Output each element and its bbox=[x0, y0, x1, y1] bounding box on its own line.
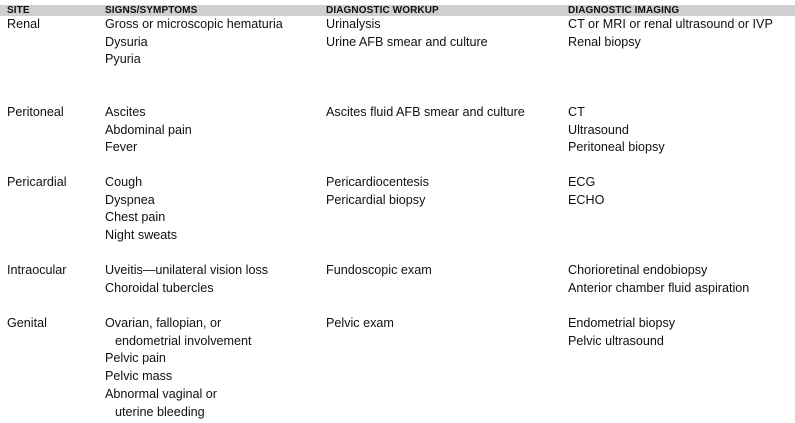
sign-item: Ascites bbox=[105, 105, 146, 119]
imaging-cell bbox=[568, 16, 773, 51]
workup-item: Pelvic exam bbox=[326, 316, 394, 330]
workup-cell bbox=[326, 104, 525, 122]
header-diagnostic-imaging: DIAGNOSTIC IMAGING bbox=[568, 5, 680, 16]
imaging-item: Chorioretinal endobiopsy bbox=[568, 263, 708, 277]
workup-item: Pericardial biopsy bbox=[326, 192, 426, 207]
sign-item: Dysuria bbox=[105, 34, 148, 49]
workup-cell bbox=[326, 315, 394, 333]
site-label: Renal bbox=[7, 17, 40, 31]
imaging-item: ECG bbox=[568, 175, 596, 189]
workup-item: Urine AFB smear and culture bbox=[326, 34, 488, 49]
imaging-cell bbox=[568, 315, 675, 350]
workup-item: Urinalysis bbox=[326, 17, 381, 31]
sign-item: Choroidal tubercles bbox=[105, 280, 214, 295]
sign-item: Ovarian, fallopian, or bbox=[105, 316, 222, 330]
header-site: SITE bbox=[7, 5, 30, 16]
header-signs-symptoms: SIGNS/SYMPTOMS bbox=[105, 5, 198, 16]
imaging-cell bbox=[568, 262, 749, 297]
workup-item: Fundoscopic exam bbox=[326, 263, 432, 277]
site-label: Peritoneal bbox=[7, 105, 64, 119]
imaging-item: Pelvic ultrasound bbox=[568, 333, 664, 348]
imaging-item: CT or MRI or renal ultrasound or IVP bbox=[568, 17, 773, 31]
imaging-cell bbox=[568, 174, 604, 209]
site-label: Intraocular bbox=[7, 263, 67, 277]
site-cell bbox=[7, 262, 67, 280]
workup-item: Ascites fluid AFB smear and culture bbox=[326, 105, 525, 119]
imaging-item: Renal biopsy bbox=[568, 34, 641, 49]
sign-item: Fever bbox=[105, 140, 138, 155]
imaging-item: Anterior chamber fluid aspiration bbox=[568, 280, 750, 295]
workup-cell bbox=[326, 16, 488, 51]
workup-cell bbox=[326, 174, 429, 209]
sign-item: Cough bbox=[105, 175, 143, 189]
header-diagnostic-workup: DIAGNOSTIC WORKUP bbox=[326, 5, 439, 16]
site-cell bbox=[7, 16, 40, 34]
sign-item-continued: endometrial involvement bbox=[115, 333, 252, 348]
site-cell bbox=[7, 315, 47, 333]
sign-item: Dyspnea bbox=[105, 192, 155, 207]
site-label: Pericardial bbox=[7, 175, 67, 189]
sign-item: Abnormal vaginal or bbox=[105, 386, 218, 401]
sign-item: Chest pain bbox=[105, 210, 166, 225]
sign-item: Abdominal pain bbox=[105, 122, 192, 137]
imaging-item: Endometrial biopsy bbox=[568, 316, 676, 330]
sign-item: Pelvic mass bbox=[105, 369, 173, 384]
signs-cell bbox=[105, 174, 177, 245]
signs-cell bbox=[105, 262, 268, 297]
imaging-cell bbox=[568, 104, 665, 157]
sign-item-continued: uterine bleeding bbox=[115, 404, 205, 419]
sign-item: Gross or microscopic hematuria bbox=[105, 17, 283, 31]
imaging-item: CT bbox=[568, 105, 585, 119]
workup-cell bbox=[326, 262, 432, 280]
sign-item: Pyuria bbox=[105, 52, 141, 67]
signs-cell bbox=[105, 315, 252, 421]
sign-item: Night sweats bbox=[105, 228, 178, 243]
sign-item: Uveitis—unilateral vision loss bbox=[105, 263, 269, 277]
site-label: Genital bbox=[7, 316, 47, 330]
sign-item: Pelvic pain bbox=[105, 351, 166, 366]
site-cell bbox=[7, 104, 64, 122]
table-header bbox=[0, 5, 795, 16]
workup-item: Pericardiocentesis bbox=[326, 175, 429, 189]
signs-cell bbox=[105, 104, 192, 157]
site-cell bbox=[7, 174, 67, 192]
imaging-item: Ultrasound bbox=[568, 122, 629, 137]
imaging-item: ECHO bbox=[568, 192, 605, 207]
imaging-item: Peritoneal biopsy bbox=[568, 140, 665, 155]
signs-cell bbox=[105, 16, 283, 69]
